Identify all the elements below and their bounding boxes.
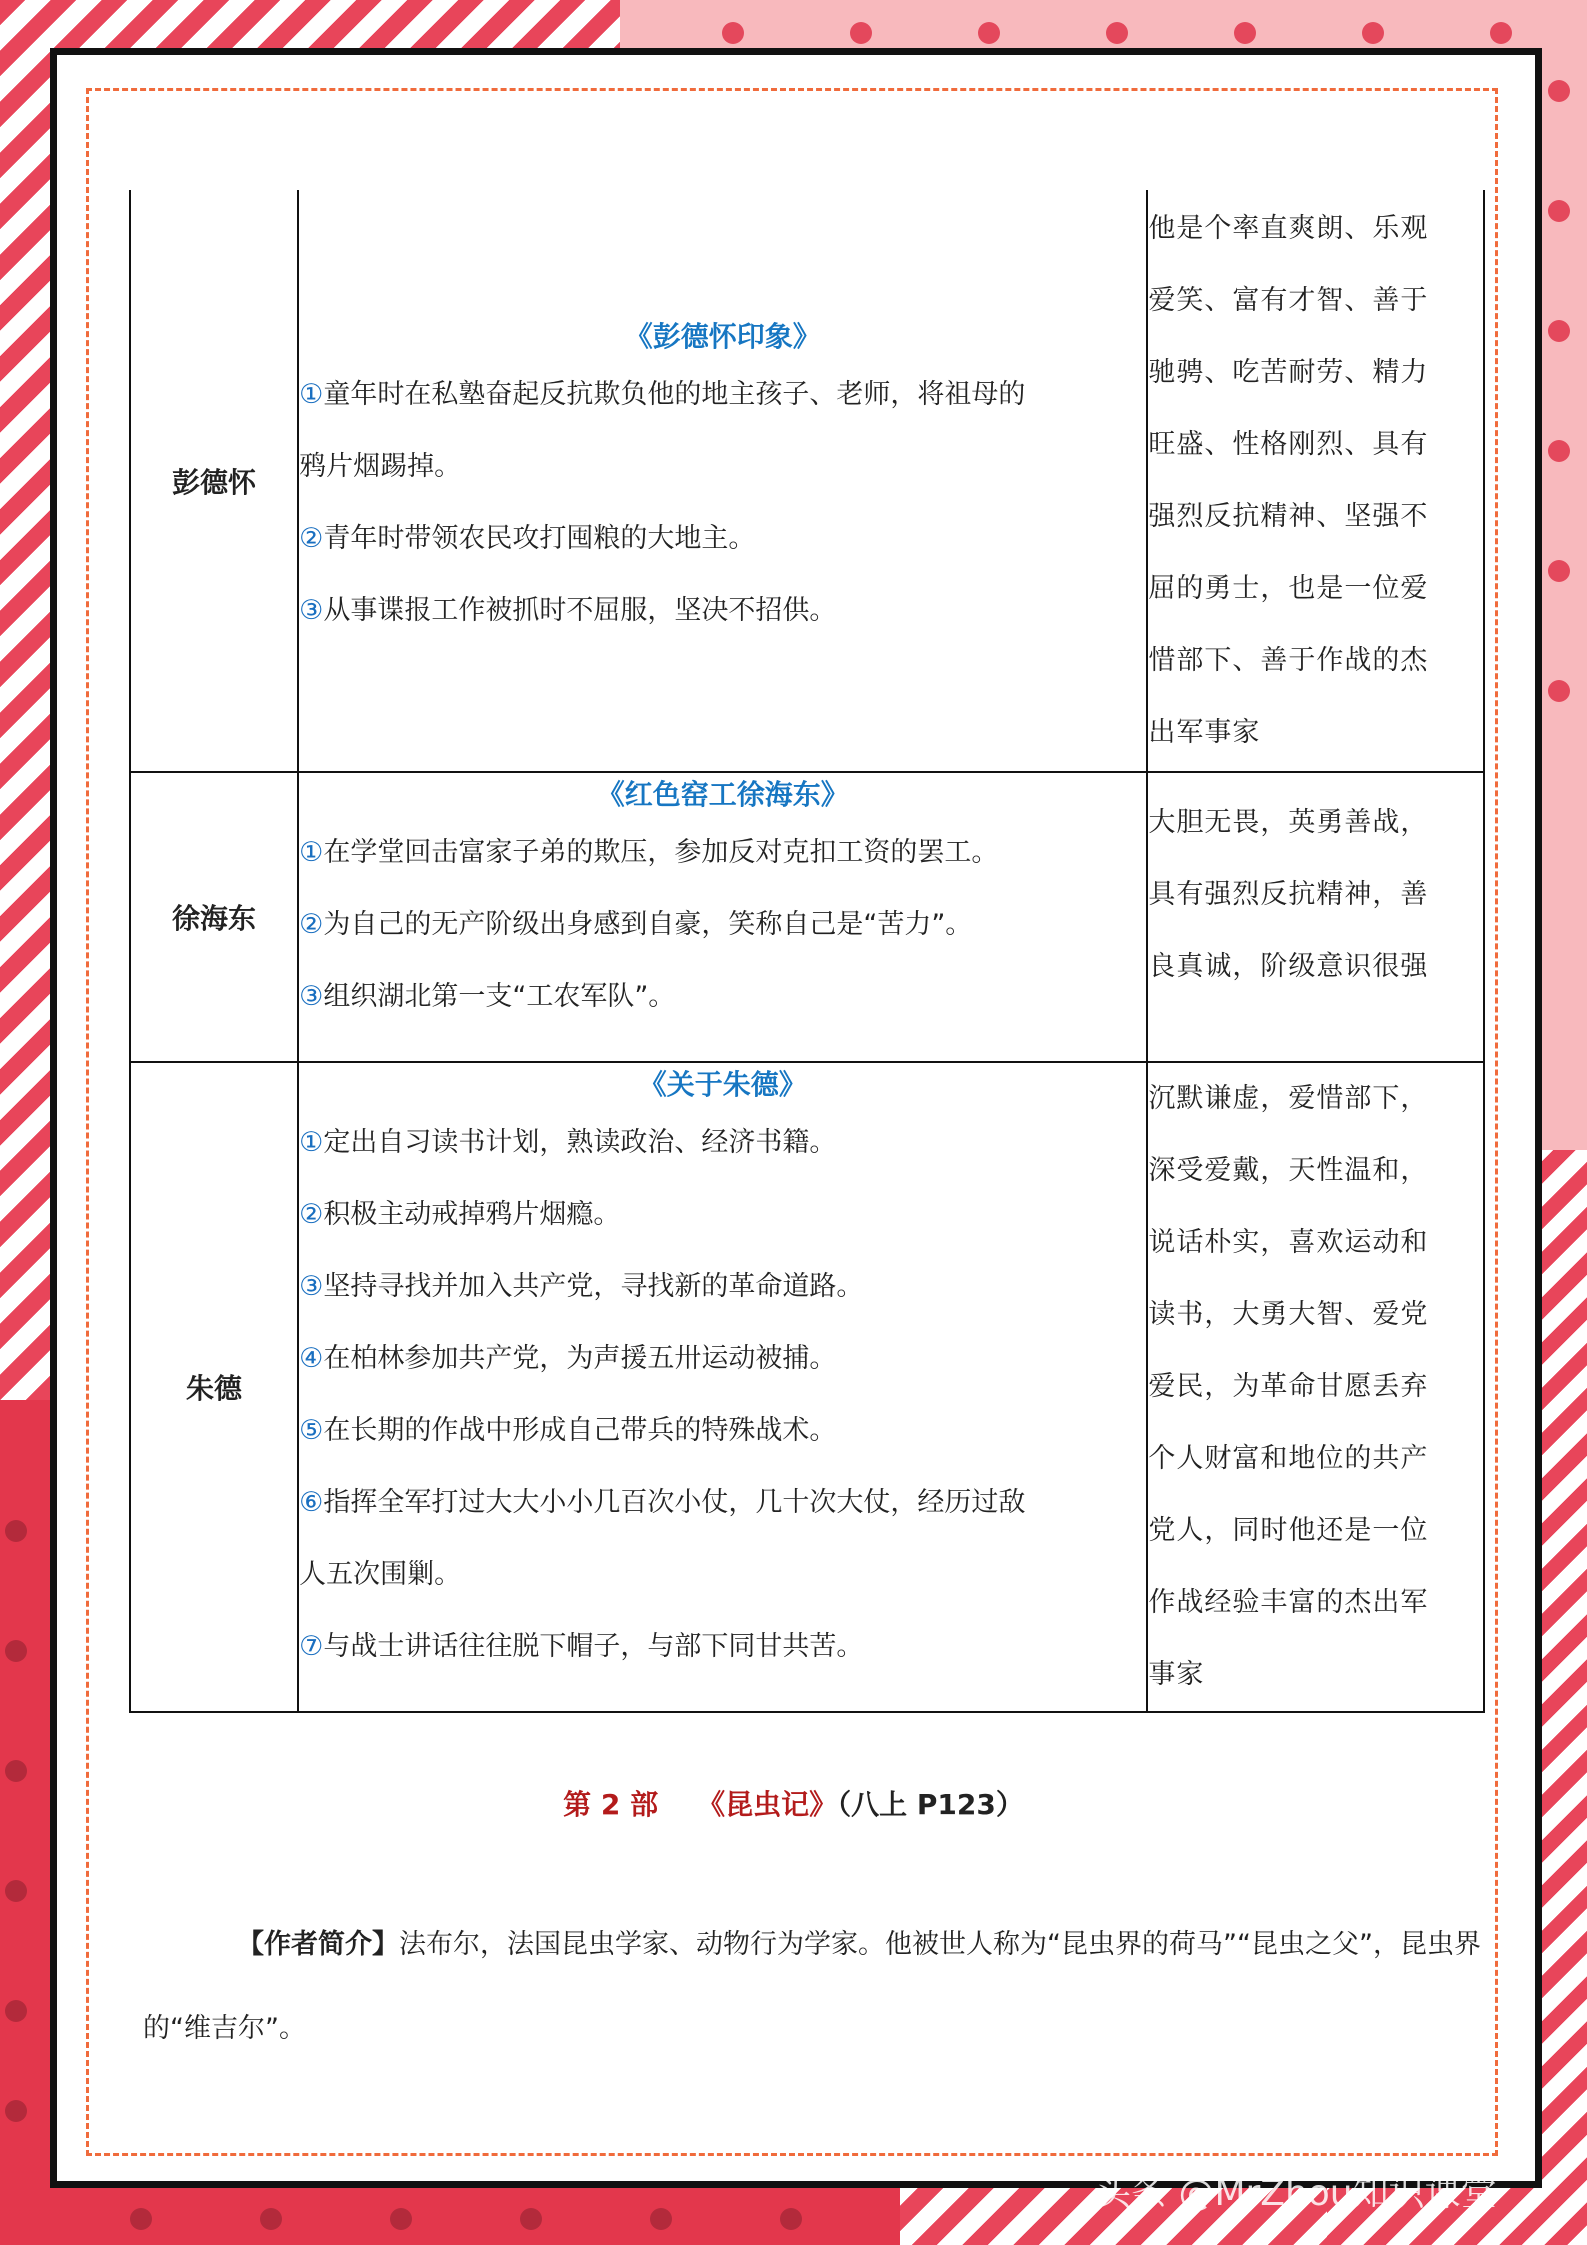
trait-line: 深受爱戴，天性温和， — [1148, 1155, 1429, 1186]
event-line: ①定出自习读书计划，熟读政治、经济书籍。 — [299, 1127, 837, 1158]
trait-line: 读书，大勇大智、爱党 — [1148, 1299, 1429, 1330]
traits-cell — [1147, 1062, 1484, 1712]
decor-dot — [390, 2208, 412, 2230]
author-intro — [143, 1903, 1493, 2071]
intro-text: 法布尔，法国昆虫学家、动物行为学家。他被世人称为“昆虫界的荷马”“昆虫之父”，昆虫界的“维吉尔”。 — [143, 1929, 1481, 2044]
event-line: ④在柏林参加共产党，为声援五卅运动被捕。 — [299, 1343, 837, 1374]
event-line: ②为自己的无产阶级出身感到自豪，笑称自己是“苦力”。 — [299, 909, 973, 940]
events-cell — [298, 1062, 1147, 1712]
trait-line: 大胆无畏，英勇善战， — [1148, 807, 1429, 838]
decor-dot — [1362, 22, 1384, 44]
event-line: ②青年时带领农民攻打囤粮的大地主。 — [299, 522, 756, 554]
section-book: 《昆虫记》 — [697, 1788, 838, 1821]
section-part: 第 2 部 — [563, 1788, 659, 1821]
decor-dot — [1548, 440, 1570, 462]
trait-line: 事家 — [1148, 1659, 1205, 1690]
watermark: 头条 @MrZhou知识课堂 — [1095, 2173, 1497, 2214]
decor-dot — [260, 2208, 282, 2230]
trait-line: 惜部下、善于作战的杰 — [1148, 644, 1429, 676]
decor-dot — [130, 2208, 152, 2230]
decor-dot — [1106, 22, 1128, 44]
decor-dot — [5, 2000, 27, 2022]
decor-dot — [722, 22, 744, 44]
trait-line: 党人，同时他还是一位 — [1148, 1515, 1429, 1546]
traits-cell — [1147, 190, 1484, 772]
characters-table — [129, 190, 1485, 1713]
decor-dot — [1490, 22, 1512, 44]
section-heading — [0, 1785, 1587, 1825]
decor-dot — [5, 1880, 27, 1902]
events-cell — [298, 190, 1147, 772]
chapter-title: 《彭德怀印象》 — [624, 319, 821, 353]
decor-dot — [850, 22, 872, 44]
character-name: 朱德 — [130, 1062, 298, 1712]
chapter-title: 《红色窑工徐海东》 — [596, 778, 849, 811]
event-line: ⑥指挥全军打过大大小小几百次小仗，几十次大仗，经历过敌 — [299, 1487, 1026, 1518]
decor-dot — [1234, 22, 1256, 44]
table-row — [130, 190, 1484, 772]
decor-dot — [780, 2208, 802, 2230]
character-name: 彭德怀 — [130, 190, 298, 772]
trait-line: 说话朴实，喜欢运动和 — [1148, 1227, 1429, 1258]
trait-line: 爱笑、富有才智、善于 — [1148, 284, 1429, 316]
events-cell — [298, 772, 1147, 1062]
event-line: ①童年时在私塾奋起反抗欺负他的地主孩子、老师，将祖母的 — [299, 378, 1026, 410]
decor-dot — [1548, 320, 1570, 342]
decor-dot — [5, 2100, 27, 2122]
trait-line: 沉默谦虚，爱惜部下， — [1148, 1083, 1429, 1114]
decor-dot — [520, 2208, 542, 2230]
decor-dot — [1548, 200, 1570, 222]
event-line: 鸦片烟踢掉。 — [299, 450, 462, 482]
table-row — [130, 1062, 1484, 1712]
event-line: ③坚持寻找并加入共产党，寻找新的革命道路。 — [299, 1271, 864, 1302]
character-name: 徐海东 — [130, 772, 298, 1062]
intro-label: 【作者简介】 — [237, 1929, 399, 1960]
event-line: ⑤在长期的作战中形成自己带兵的特殊战术。 — [299, 1415, 837, 1446]
trait-line: 屈的勇士，也是一位爱 — [1148, 572, 1429, 604]
trait-line: 强烈反抗精神、坚强不 — [1148, 500, 1429, 532]
event-line: 人五次围剿。 — [299, 1559, 462, 1590]
decor-dot — [5, 1520, 27, 1542]
decor-dot — [1548, 560, 1570, 582]
decor-dot — [1548, 680, 1570, 702]
decor-dot — [650, 2208, 672, 2230]
trait-line: 他是个率直爽朗、乐观 — [1148, 212, 1429, 244]
decor-dot — [5, 1760, 27, 1782]
event-line: ③从事谍报工作被抓时不屈服，坚决不招供。 — [299, 594, 837, 626]
table-row — [130, 772, 1484, 1062]
trait-line: 出军事家 — [1148, 716, 1261, 748]
trait-line: 旺盛、性格刚烈、具有 — [1148, 428, 1429, 460]
trait-line: 驰骋、吃苦耐劳、精力 — [1148, 356, 1429, 388]
trait-line: 具有强烈反抗精神，善 — [1148, 879, 1429, 910]
event-line: ①在学堂回击富家子弟的欺压，参加反对克扣工资的罢工。 — [299, 837, 999, 868]
trait-line: 个人财富和地位的共产 — [1148, 1443, 1429, 1474]
event-line: ⑦与战士讲话往往脱下帽子，与部下同甘共苦。 — [299, 1631, 864, 1662]
event-line: ②积极主动戒掉鸦片烟瘾。 — [299, 1199, 621, 1230]
traits-cell — [1147, 772, 1484, 1062]
section-ref: （八上 P123） — [837, 1788, 1024, 1821]
trait-line: 作战经验丰富的杰出军 — [1148, 1587, 1429, 1618]
decor-dot — [978, 22, 1000, 44]
trait-line: 良真诚，阶级意识很强 — [1148, 951, 1429, 982]
decor-dot — [1548, 80, 1570, 102]
event-line: ③组织湖北第一支“工农军队”。 — [299, 981, 676, 1012]
chapter-title: 《关于朱德》 — [638, 1068, 807, 1101]
decor-dot — [5, 1640, 27, 1662]
trait-line: 爱民，为革命甘愿丢弃 — [1148, 1371, 1429, 1402]
